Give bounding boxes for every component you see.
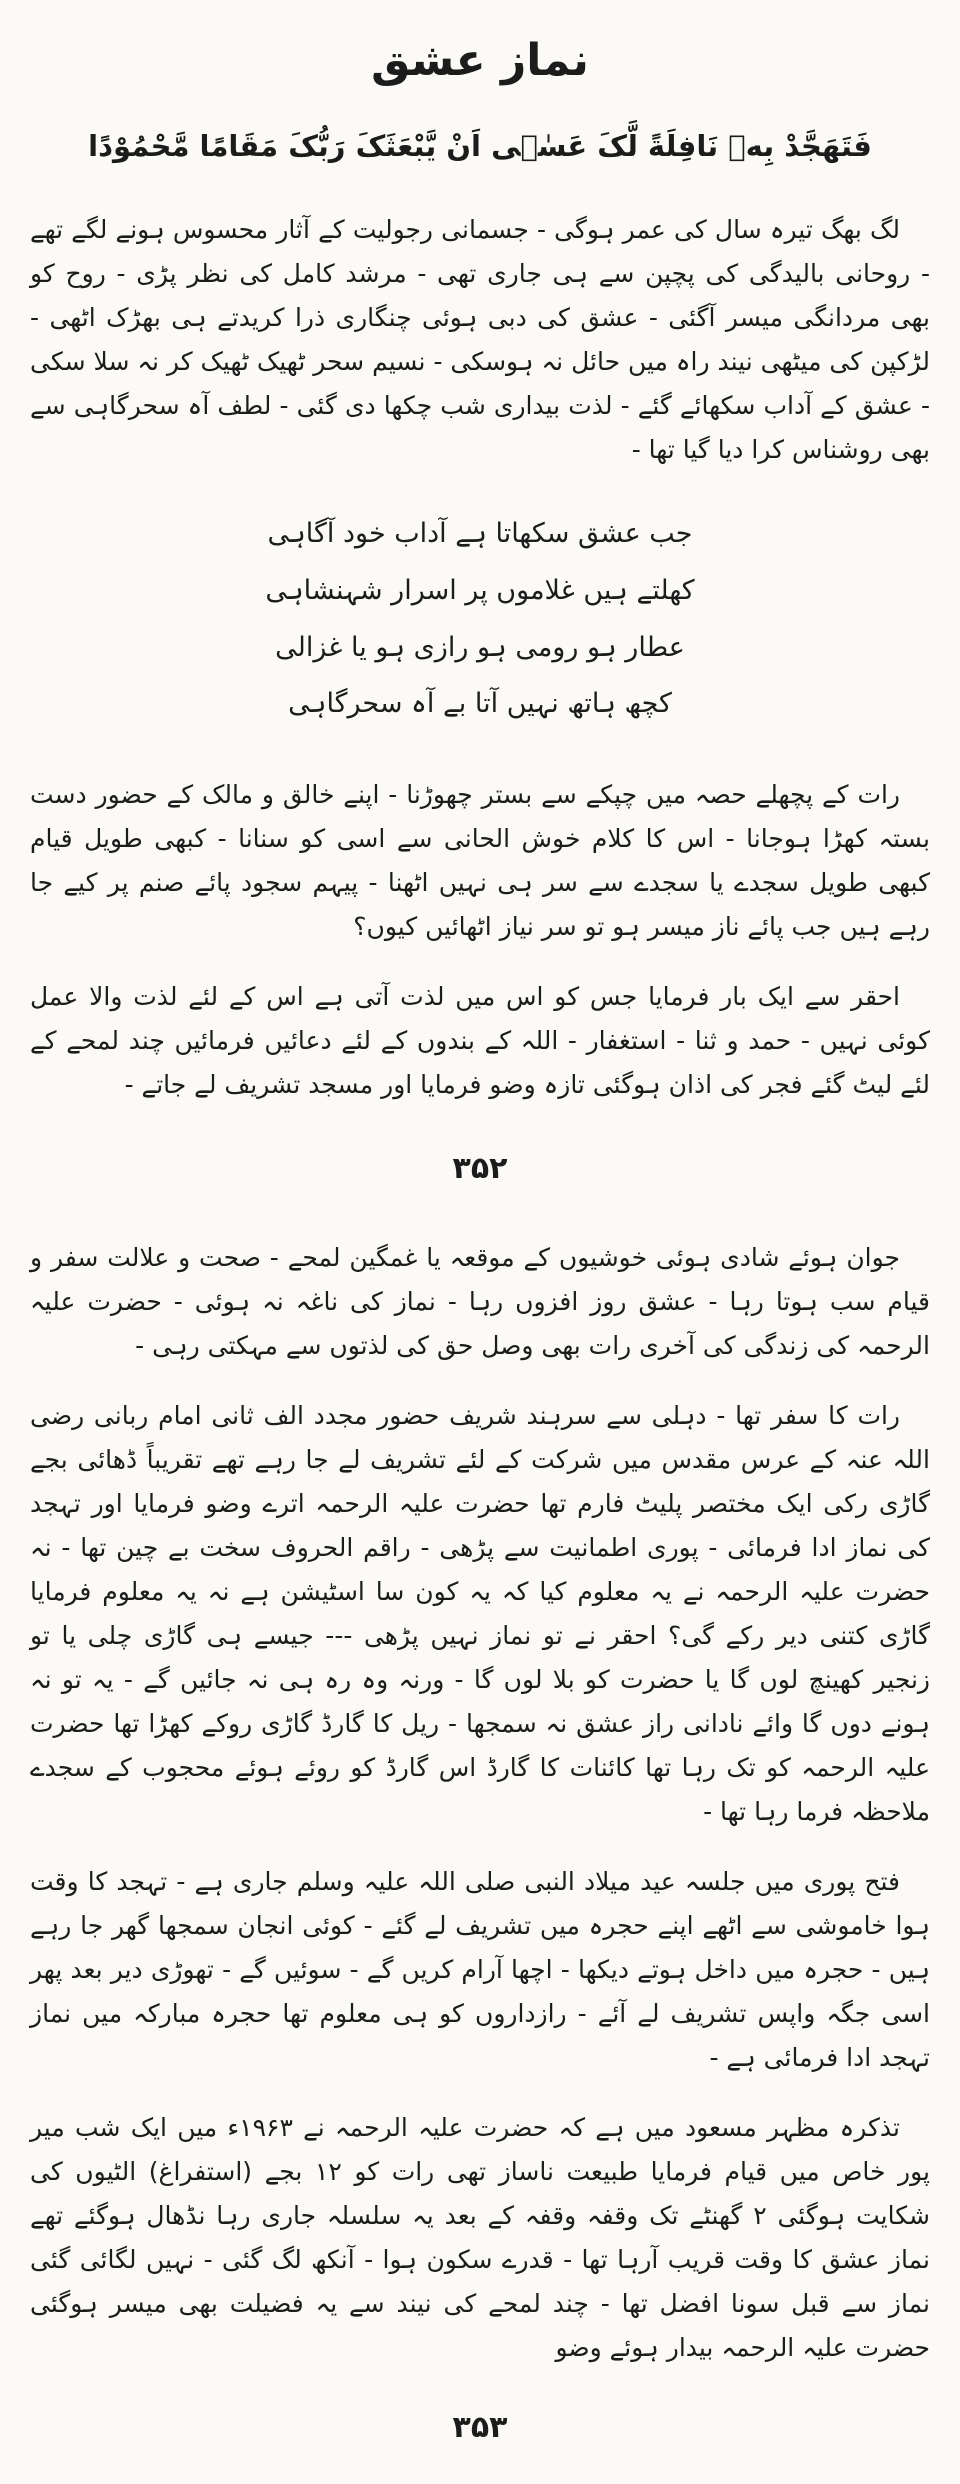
body-paragraph-3: احقر سے ایک بار فرمایا جس کو اس میں لذت آتی ہے اس کے لئے لذت والا عمل کوئی نہیں - حمد و ثنا - استغفار - اللہ کے بندوں کے لئے دعائیں فرمائیں چند لمحے کے لئے لیٹ گئے فجر کی اذان ہوگئی تازہ وضو فرمایا اور مسجد تشریف لے جاتے -	[30, 982, 930, 1100]
book-title: نماز عشق	[371, 35, 589, 86]
page-number: ۳۵۲	[452, 1151, 508, 1187]
body-paragraph-1: لگ بھگ تیرہ سال کی عمر ہوگی - جسمانی رجولیت کے آثار محسوس ہونے لگے تھے - روحانی بالیدگی کی پچپن سے ہی جاری تھی - مرشد کامل کی نظر پڑی - روح کو بھی مردانگی میسر آگئی - عشق کی دبی ہوئی چنگاری ذرا کریدتے ہی بھڑک اٹھی - لڑکپن کی میٹھی نیند راہ میں حائل نہ ہوسکی - نسیم سحر ٹھیک ٹھیک کر نہ سلا سکی - عشق کے آداب سکھائے گئے - لذت بیداری شب چکھا دی گئی - لطف آہ سحرگاہی سے بھی روشناس کرا دیا گیا تھا -	[30, 215, 930, 465]
page-number: ۳۵۳	[452, 2410, 508, 2446]
body-paragraph-4: جوان ہوئے شادی ہوئی خوشیوں کے موقعہ یا غمگین لمحے - صحت و علالت سفر و قیام سب ہوتا رہا - عشق روز افزوں رہا - نماز کی ناغہ نہ ہوئی - حضرت علیہ الرحمہ کی زندگی کی آخری رات بھی وصل حق کی لذتوں سے مہکتی رہی -	[30, 1243, 930, 1361]
quran-verse: فَتَهَجَّدْ بِهٖ نَافِلَةً لَّکَ عَسٰۤی اَنْ یَّبْعَثَکَ رَبُّکَ مَقَامًا مَّحْمُوْدًا	[88, 129, 872, 164]
poem-couplets	[30, 506, 930, 733]
poem-line: کھلتے ہیں غلاموں پر اسرار شہنشاہی	[265, 574, 695, 606]
poem-line: عطار ہو رومی ہو رازی ہو یا غزالی	[275, 631, 685, 663]
body-paragraph-7: تذکرہ مظہر مسعود میں ہے کہ حضرت علیہ الرحمہ نے ۱۹۶۳ء میں ایک شب میر پور خاص میں قیام فرمایا طبیعت ناساز تھی رات کو ۱۲ بجے (استفراغ) الٹیوں کی شکایت ہوگئی ۲ گھنٹے تک وقفہ وقفہ کے بعد یہ سلسلہ جاری رہا نڈھال ہوگئے تھے نماز عشق کا وقت قریب آرہا تھا - قدرے سکون ہوا - آنکھ لگ گئی - نہیں لگائی گئی نماز سے قبل سونا افضل تھا - چند لمحے کی نیند سے یہ فضیلت بھی میسر ہوگئی حضرت علیہ الرحمہ بیدار ہوئے وضو	[30, 2113, 930, 2363]
poem-line: کچھ ہاتھ نہیں آتا بے آہ سحرگاہی	[288, 688, 672, 720]
body-paragraph-2: رات کے پچھلے حصہ میں چپکے سے بستر چھوڑنا - اپنے خالق و مالک کے حضور دست بستہ کھڑا ہوجانا - اس کا کلام خوش الحانی سے اسی کو سنانا - کبھی طویل قیام کبھی طویل سجدے یا سجدے سے سر ہی نہیں اٹھنا - پیہم سجود پائے صنم پر کیے جا رہے ہیں جب پائے ناز میسر ہو تو سر نیاز اٹھائیں کیوں؟	[30, 780, 930, 942]
body-paragraph-5: رات کا سفر تھا - دہلی سے سرہند شریف حضور مجدد الف ثانی امام ربانی رضی اللہ عنہ کے عرس مقدس میں شرکت کے لئے تشریف لے جا رہے تھے تقریباً ڈھائی بجے گاڑی رکی ایک مختصر پلیٹ فارم تھا حضرت علیہ الرحمہ اترے وضو فرمایا اور تہجد کی نماز ادا فرمائی - پوری اطمانیت سے پڑھی - راقم الحروف سخت بے چین تھا - نہ حضرت علیہ الرحمہ نے یہ معلوم کیا کہ یہ کون سا اسٹیشن ہے نہ یہ معلوم فرمایا گاڑی کتنی دیر رکے گی؟ احقر نے تو نماز نہیں پڑھی --- جیسے ہی گاڑی چلی یا تو زنجیر کھینچ لوں گا یا حضرت کو بلا لوں گا - ورنہ وہ رہ ہی نہ جائیں گے - یہ تو نہ ہونے دوں گا وائے نادانی راز عشق نہ سمجھا - ریل کا گارڈ گاڑی روکے کھڑا تھا حضرت علیہ الرحمہ کو تک رہا تھا کائنات کا گارڈ اس گارڈ کو روئے ہوئے محجوب کے سجدے ملاحظہ فرما رہا تھا -	[30, 1401, 930, 1827]
poem-line: جب عشق سکھاتا ہے آداب خود آگاہی	[267, 518, 693, 550]
body-paragraph-6: فتح پوری میں جلسہ عید میلاد النبی صلی اللہ علیہ وسلم جاری ہے - تہجد کا وقت ہوا خاموشی سے اٹھے اپنے حجرہ میں تشریف لے گئے - کوئی انجان سمجھا گھر جا رہے ہیں - حجرہ میں داخل ہوتے دیکھا - اچھا آرام کریں گے - سوئیں گے - تھوڑی دیر بعد پھر اسی جگہ واپس تشریف لے آئے - رازداروں کو ہی معلوم تھا حجرہ مبارکہ میں نماز تہجد ادا فرمائی ہے -	[30, 1867, 930, 2073]
